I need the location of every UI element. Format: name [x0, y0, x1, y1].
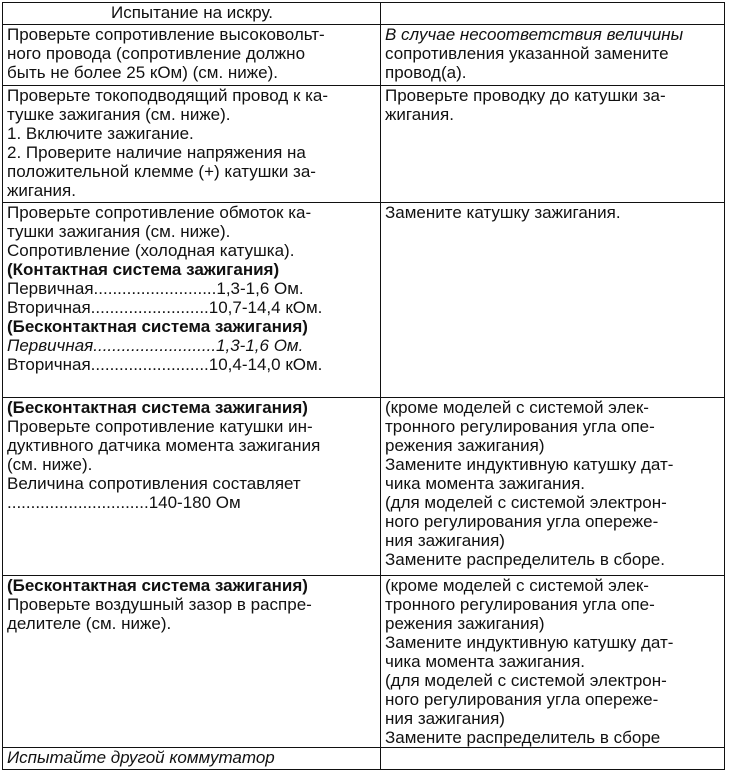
- check-line: делителе (см. ниже).: [7, 614, 172, 633]
- action-line: Замените индуктивную катушку дат-: [385, 633, 674, 652]
- check-cell: [3, 25, 381, 86]
- check-line: Проверьте сопротивление высоковольт-: [7, 25, 325, 44]
- spec-line: ..............................140-180 Ом: [7, 493, 241, 512]
- header-action-cell: [381, 3, 725, 25]
- action-cell: [381, 576, 725, 748]
- action-cell: [381, 748, 725, 770]
- check-cell: [3, 398, 381, 576]
- action-line: (для моделей с системой электрон-: [385, 671, 667, 690]
- check-line: Проверьте сопротивление катушки ин-: [7, 417, 313, 436]
- action-line: Замените катушку зажигания.: [385, 203, 621, 222]
- check-line: тушке зажигания (см. ниже).: [7, 105, 231, 124]
- action-line: провод(а).: [385, 63, 467, 82]
- action-line: (для моделей с системой электрон-: [385, 493, 667, 512]
- check-line: Проверьте воздушный зазор в распре-: [7, 595, 312, 614]
- check-line: 2. Проверите наличие напряжения на: [7, 143, 306, 162]
- check-line: Проверьте сопротивление обмоток ка-: [7, 203, 312, 222]
- header-check-text: Испытание на искру.: [110, 3, 274, 22]
- spec-line: Вторичная.........................10,4-14,0 кОм.: [7, 355, 323, 374]
- action-line: В случае несоответствия величины: [385, 25, 684, 44]
- action-cell: [381, 203, 725, 398]
- check-line: Величина сопротивления составляет: [7, 474, 301, 493]
- spec-line: Первичная..........................1,3-1,6 Ом.: [7, 336, 304, 355]
- section-heading: (Бесконтактная система зажигания): [7, 398, 308, 417]
- table-row: [3, 398, 725, 576]
- header-check-cell: [3, 3, 381, 25]
- table-header-row: [3, 3, 725, 25]
- section-heading: (Бесконтактная система зажигания): [7, 317, 308, 336]
- check-cell: [3, 748, 381, 770]
- check-line: быть не более 25 кОм) (см. ниже).: [7, 63, 279, 82]
- action-line: (кроме моделей с системой элек-: [385, 576, 649, 595]
- table-row: [3, 25, 725, 86]
- action-line: тронного регулирования угла опе-: [385, 595, 655, 614]
- action-line: чика момента зажигания.: [385, 474, 585, 493]
- check-line: дуктивного датчика момента зажигания: [7, 436, 321, 455]
- check-cell: [3, 203, 381, 398]
- check-line: (см. ниже).: [7, 455, 93, 474]
- check-line: ного провода (сопротивление должно: [7, 44, 306, 63]
- spec-line: Первичная..........................1,3-1,6 Ом.: [7, 279, 304, 298]
- check-line: 1. Включите зажигание.: [7, 124, 194, 143]
- check-line: Испытайте другой коммутатор: [7, 748, 275, 767]
- section-heading: (Контактная система зажигания): [7, 260, 280, 279]
- check-cell: [3, 576, 381, 748]
- action-line: ния зажигания): [385, 531, 505, 550]
- check-line: Сопротивление (холодная катушка).: [7, 241, 295, 260]
- action-cell: [381, 25, 725, 86]
- action-line: режения зажигания): [385, 436, 545, 455]
- action-line: ного регулирования угла опереже-: [385, 512, 659, 531]
- table-row: [3, 748, 725, 770]
- check-line: Проверьте токоподводящий провод к ка-: [7, 86, 329, 105]
- check-line: положительной клемме (+) катушки за-: [7, 162, 316, 181]
- diagnostic-table: [2, 2, 725, 770]
- action-cell: [381, 86, 725, 203]
- check-cell: [3, 86, 381, 203]
- action-line: Замените распределитель в сборе.: [385, 550, 665, 569]
- section-heading: (Бесконтактная система зажигания): [7, 576, 308, 595]
- action-line: ния зажигания): [385, 709, 505, 728]
- table-row: [3, 86, 725, 203]
- action-line: тронного регулирования угла опе-: [385, 417, 655, 436]
- action-cell: [381, 398, 725, 576]
- table-row: [3, 203, 725, 398]
- action-line: режения зажигания): [385, 614, 545, 633]
- check-line: жигания.: [7, 181, 76, 200]
- check-line: тушки зажигания (см. ниже).: [7, 222, 231, 241]
- action-line: (кроме моделей с системой элек-: [385, 398, 649, 417]
- action-line: Замените индуктивную катушку дат-: [385, 455, 674, 474]
- action-line: чика момента зажигания.: [385, 652, 585, 671]
- action-line: ного регулирования угла опереже-: [385, 690, 659, 709]
- spec-line: Вторичная.........................10,7-14,4 кОм.: [7, 298, 323, 317]
- action-line: Проверьте проводку до катушки за-: [385, 86, 666, 105]
- action-line: сопротивления указанной замените: [385, 44, 669, 63]
- action-line: жигания.: [385, 105, 454, 124]
- action-line: Замените распределитель в сборе: [385, 728, 661, 747]
- table-row: [3, 576, 725, 748]
